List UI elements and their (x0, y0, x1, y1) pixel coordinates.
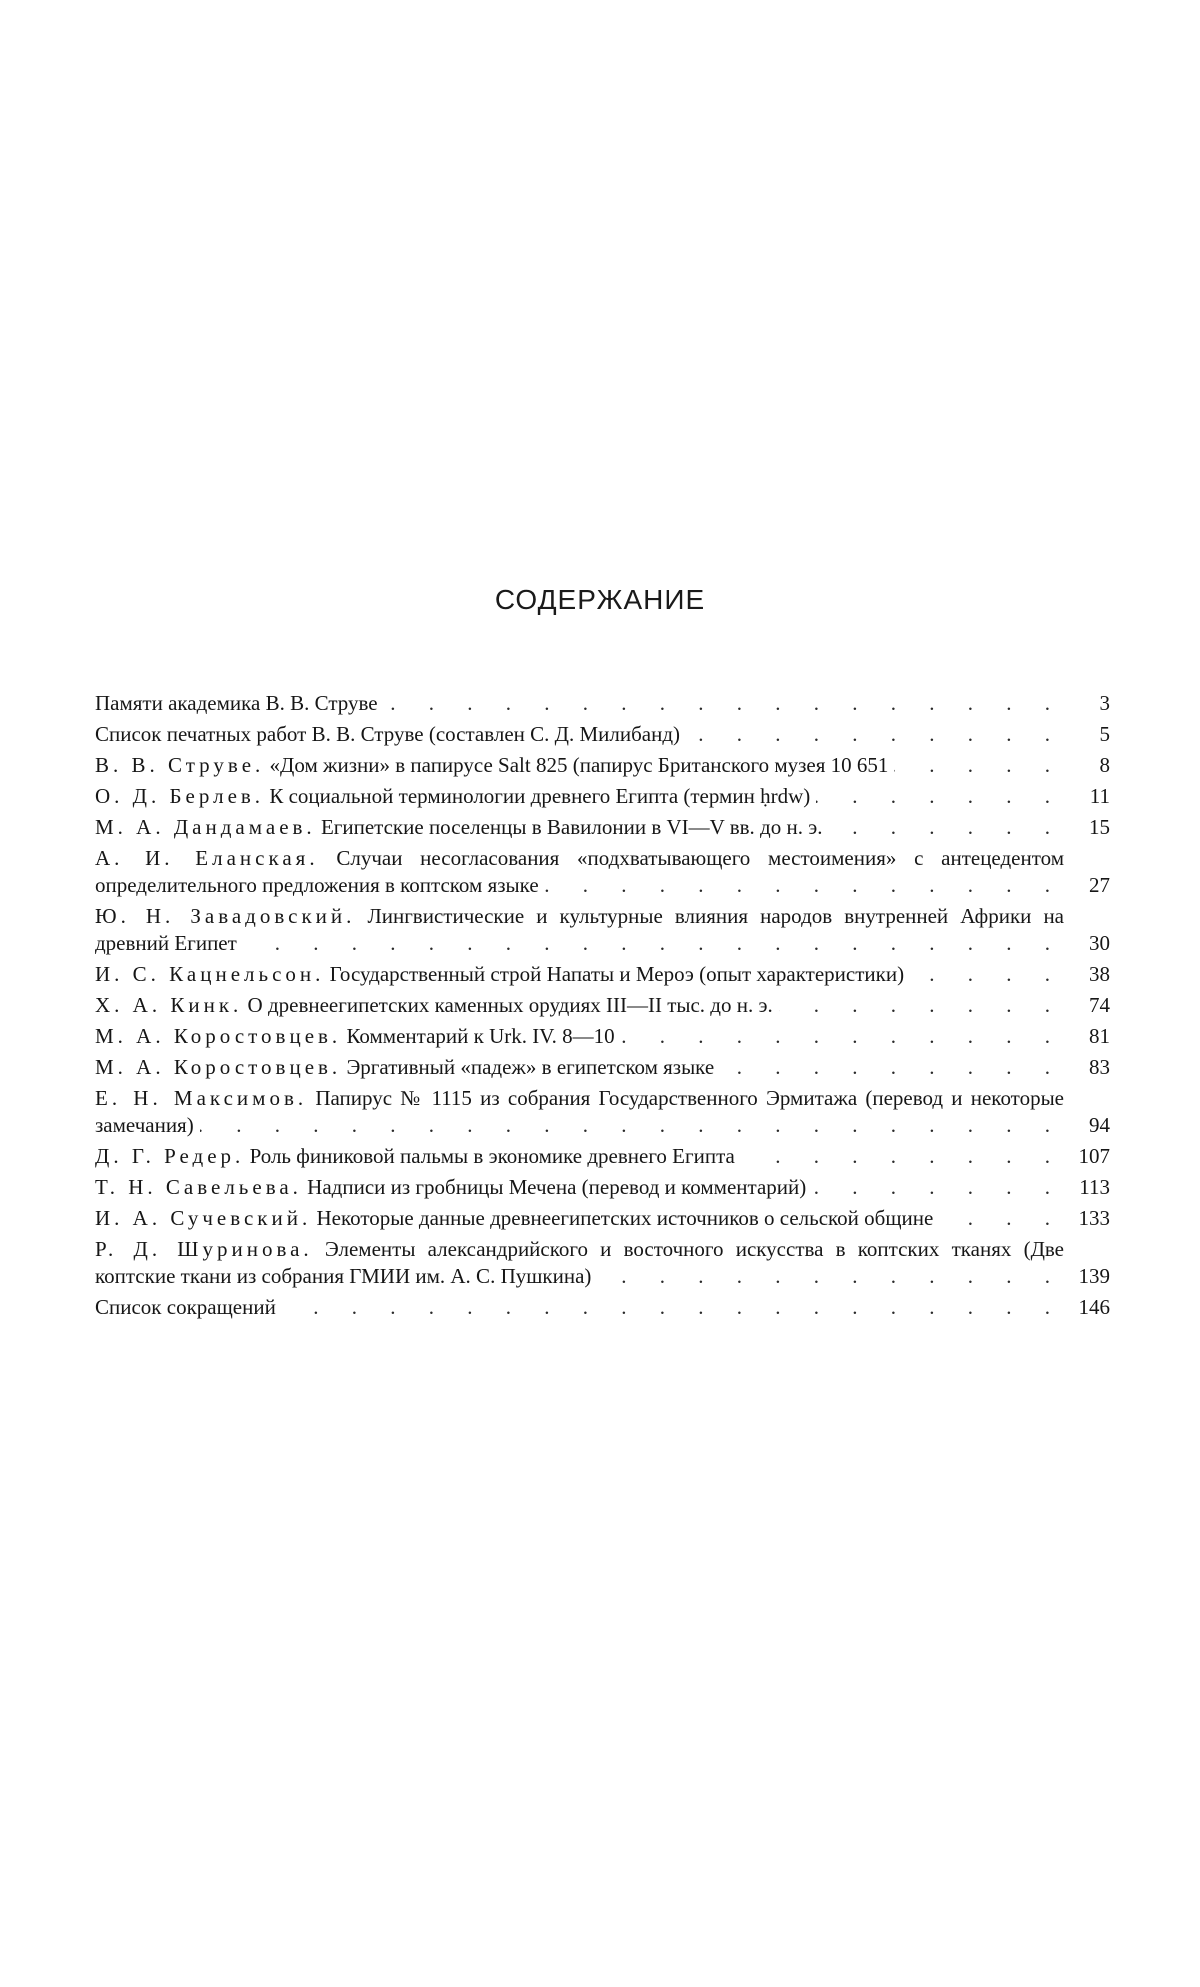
entry-author: М. А. Дандамаев. (95, 815, 316, 839)
entry-author: А. И. Еланская. (95, 846, 319, 870)
toc-entry (95, 690, 1110, 717)
entry-page-number: 94 (1066, 1112, 1110, 1139)
toc-entry (95, 1236, 1110, 1290)
entry-title: Некоторые данные древнеегипетских источников о сельской общине (316, 1206, 934, 1230)
entry-author: В. В. Струве. (95, 753, 265, 777)
entry-page-number: 113 (1066, 1174, 1110, 1201)
entry-page-number: 11 (1066, 783, 1110, 810)
entry-author: И. С. Кацнельсон. (95, 962, 325, 986)
toc-entry (95, 1294, 1110, 1321)
entry-page-number: 74 (1066, 992, 1110, 1019)
toc-entry (95, 1023, 1110, 1050)
entry-title: Папирус № 1115 из собрания Государственного Эрмитажа (перевод и некоторые замечания) (95, 1086, 1064, 1137)
entry-page-number: 27 (1066, 872, 1110, 899)
entry-title: Роль финиковой пальмы в экономике древнего Египта (249, 1144, 735, 1168)
page-title: СОДЕРЖАНИЕ (494, 584, 706, 615)
entry-title: Лингвистические и культурные влияния народов внутренней Африки на древний Египет (95, 904, 1064, 955)
entry-title: Комментарий к Urk. IV. 8—10 (346, 1024, 615, 1048)
entry-author: М. А. Коростовцев. (95, 1024, 342, 1048)
entry-page-number: 5 (1066, 721, 1110, 748)
toc-entry (95, 1085, 1110, 1139)
entry-title: Государственный строй Напаты и Мероэ (опыт характеристики) (329, 962, 905, 986)
entry-page-number: 3 (1066, 690, 1110, 717)
entry-title: Эргативный «падеж» в египетском языке (346, 1055, 715, 1079)
toc-entry (95, 1143, 1110, 1170)
dot-leader (95, 1112, 1064, 1139)
entry-title: О древнеегипетских каменных орудиях III—II тыс. до н. э. (247, 993, 773, 1017)
entry-title: «Дом жизни» в папирусе Salt 825 (папирус Британского музея 10 651 (269, 753, 889, 777)
entry-page-number: 107 (1066, 1143, 1110, 1170)
entry-page-number: 139 (1066, 1263, 1110, 1290)
toc-entry (95, 752, 1110, 779)
toc-entry (95, 814, 1110, 841)
entry-title: Египетские поселенцы в Вавилонии в VI—V вв. до н. э. (320, 815, 823, 839)
toc-entry (95, 845, 1110, 899)
entry-page-number: 30 (1066, 930, 1110, 957)
entry-title: Список печатных работ В. В. Струве (составлен С. Д. Милибанд) (95, 722, 681, 746)
toc-entry (95, 992, 1110, 1019)
entry-title: К социальной терминологии древнего Египта (термин ḥrdw) (269, 784, 811, 808)
entry-page-number: 81 (1066, 1023, 1110, 1050)
entry-author: И. А. Сучевский. (95, 1206, 312, 1230)
toc-entry (95, 903, 1110, 957)
table-of-contents (95, 690, 1110, 1325)
entry-title: Надписи из гробницы Мечена (перевод и комментарий) (307, 1175, 807, 1199)
toc-entry (95, 783, 1110, 810)
toc-entry (95, 1205, 1110, 1232)
entry-page-number: 146 (1066, 1294, 1110, 1321)
entry-author: Д. Г. Редер. (95, 1144, 245, 1168)
entry-author: Т. Н. Савельева. (95, 1175, 302, 1199)
entry-title: Памяти академика В. В. Струве (95, 691, 378, 715)
entry-author: Р. Д. Шуринова. (95, 1237, 313, 1261)
entry-title: Случаи несогласования «подхватывающего местоимения» с антецедентом определительного предложения в коптском языке (95, 846, 1064, 897)
entry-page-number: 15 (1066, 814, 1110, 841)
toc-entry (95, 721, 1110, 748)
entry-author: Х. А. Кинк. (95, 993, 243, 1017)
entry-title: Элементы александрийского и восточного искусства в коптских тканях (Две коптские ткани из собрания ГМИИ им. А. С. Пушкина) (95, 1237, 1064, 1288)
toc-entry (95, 1054, 1110, 1081)
entry-author: М. А. Коростовцев. (95, 1055, 342, 1079)
entry-page-number: 83 (1066, 1054, 1110, 1081)
entry-page-number: 133 (1066, 1205, 1110, 1232)
entry-page-number: 38 (1066, 961, 1110, 988)
toc-entry (95, 1174, 1110, 1201)
entry-author: Е. Н. Максимов. (95, 1086, 308, 1110)
entry-page-number: 8 (1066, 752, 1110, 779)
entry-title: Список сокращений (95, 1295, 276, 1319)
toc-entry (95, 961, 1110, 988)
entry-author: Ю. Н. Завадовский. (95, 904, 356, 928)
entry-author: О. Д. Берлев. (95, 784, 265, 808)
